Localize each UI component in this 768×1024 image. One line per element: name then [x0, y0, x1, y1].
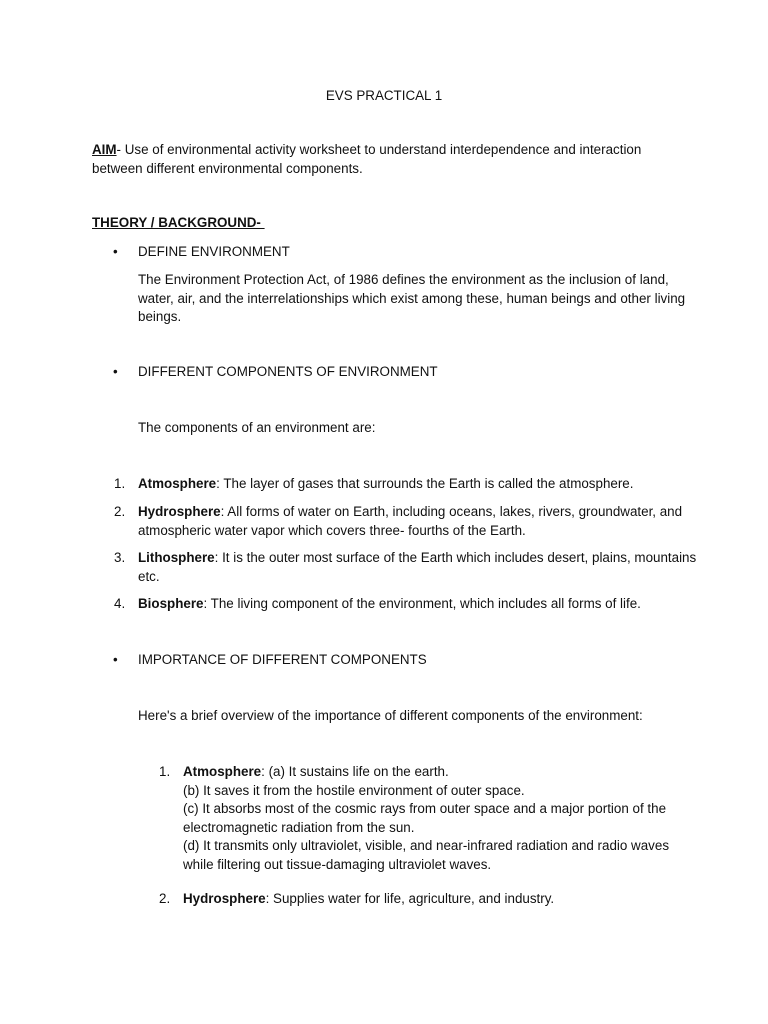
- list-number: 2.: [159, 891, 171, 906]
- list-item-text: : The layer of gases that surrounds the Earth is called the atmosphere.: [216, 476, 634, 491]
- importance-heading: IMPORTANCE OF DIFFERENT COMPONENTS: [138, 652, 427, 667]
- list-item-text: : The living component of the environment, which includes all forms of life.: [203, 596, 641, 611]
- list-number: 2.: [114, 504, 126, 519]
- list-item-text: : All forms of water on Earth, including oceans, lakes, rivers, groundwater, and atmospheric water vapor which covers three- fourths of the Earth.: [138, 504, 683, 538]
- list-number: 3.: [114, 550, 126, 565]
- list-number: 1.: [159, 764, 171, 779]
- list-item-line: (c) It absorbs most of the cosmic rays from outer space and a major portion of the electromagnetic radiation from the sun.: [183, 801, 667, 835]
- define-text: The Environment Protection Act, of 1986 defines the environment as the inclusion of land, water, air, and the interrelationships which exist among these, human beings and other living beings.: [138, 272, 686, 324]
- list-item-text: : It is the outer most surface of the Earth which includes desert, plains, mountains etc.: [138, 550, 697, 584]
- list-item-line: [183, 763, 703, 782]
- components-intro: The components of an environment are:: [138, 420, 376, 435]
- bullet-icon: •: [113, 652, 118, 667]
- theory-heading: THEORY / BACKGROUND-: [92, 215, 265, 230]
- bullet-icon: •: [113, 364, 118, 379]
- bullet-icon: •: [113, 244, 118, 259]
- aim-text: - Use of environmental activity worksheet to understand interdependence and interaction between different environmental components.: [92, 142, 642, 176]
- list-item-term: Hydrosphere: [183, 891, 266, 906]
- importance-intro: Here's a brief overview of the importance of different components of the environment:: [138, 708, 643, 723]
- define-heading: DEFINE ENVIRONMENT: [138, 244, 290, 259]
- list-item: [138, 595, 698, 614]
- list-item: [183, 890, 703, 909]
- document-title: EVS PRACTICAL 1: [325, 88, 443, 103]
- aim-paragraph: [92, 141, 692, 178]
- list-number: 4.: [114, 596, 126, 611]
- list-item-term: Atmosphere: [138, 476, 217, 491]
- list-item-term: Hydrosphere: [138, 504, 221, 519]
- list-item-term: Biosphere: [138, 596, 204, 611]
- list-item-term: Atmosphere: [183, 764, 262, 779]
- list-item: [138, 549, 698, 586]
- list-number: 1.: [114, 476, 126, 491]
- list-item-text: : (a) It sustains life on the earth.: [261, 764, 449, 779]
- list-item-line: (b) It saves it from the hostile environment of outer space.: [183, 782, 525, 798]
- list-item-line: (d) It transmits only ultraviolet, visible, and near-infrared radiation and radio waves while filtering out tissue-damaging ultraviolet waves.: [183, 838, 670, 872]
- list-item-term: Lithosphere: [138, 550, 215, 565]
- list-item: [138, 475, 698, 494]
- list-item: [138, 503, 698, 540]
- components-heading: DIFFERENT COMPONENTS OF ENVIRONMENT: [138, 364, 438, 379]
- aim-label: AIM: [92, 142, 117, 157]
- list-item-text: : Supplies water for life, agriculture, and industry.: [265, 891, 555, 906]
- list-item: [183, 763, 703, 874]
